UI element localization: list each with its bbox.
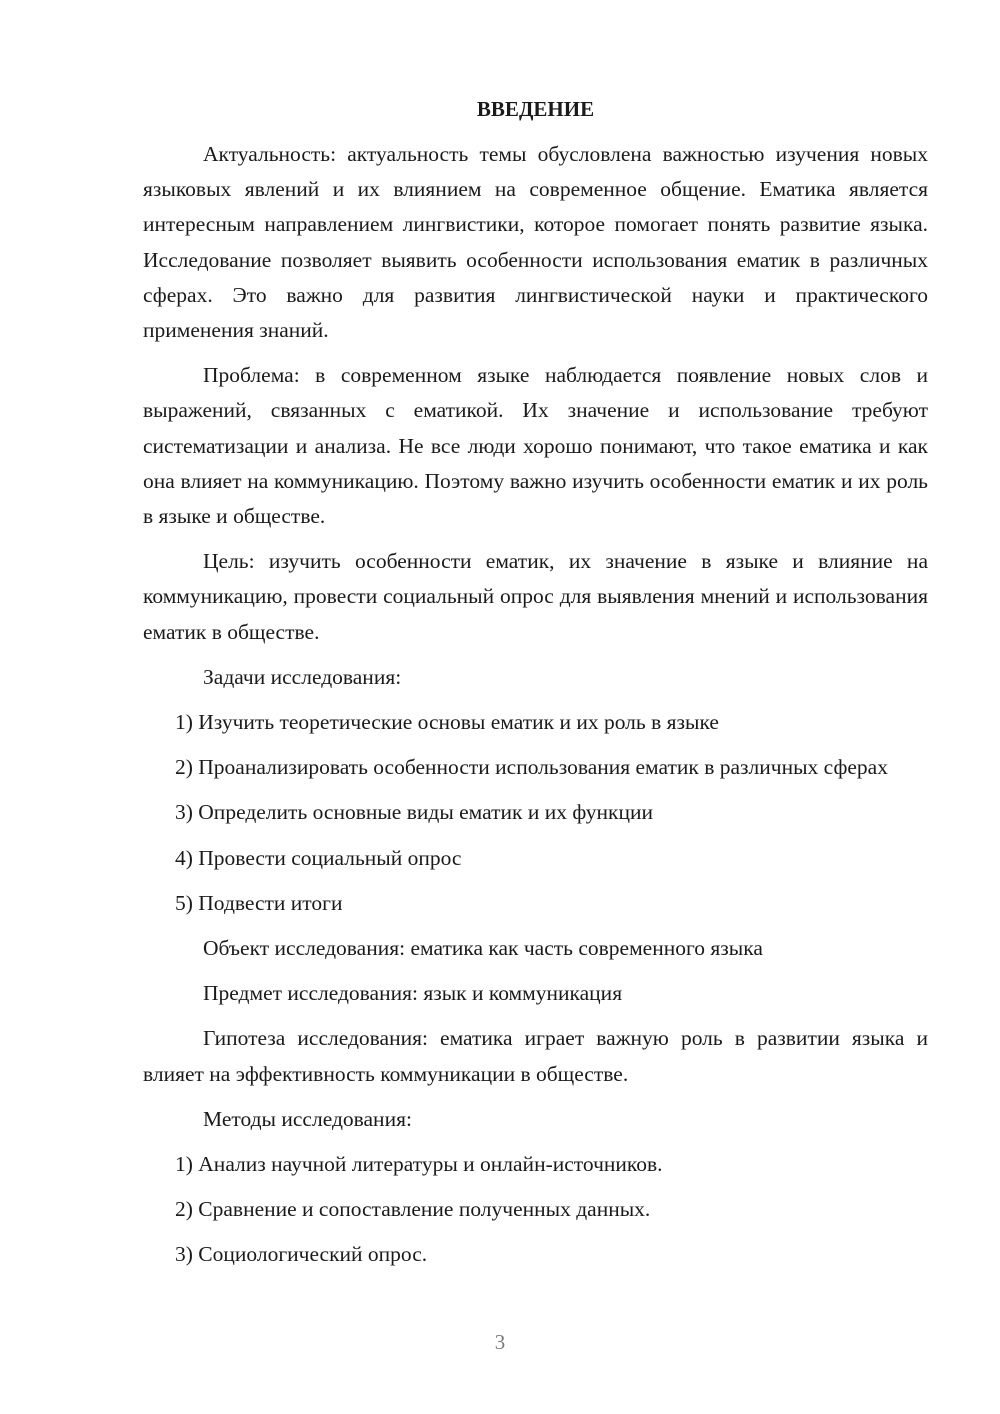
tasks-list (143, 705, 928, 921)
methods-heading: Методы исследования: (203, 1106, 412, 1131)
hypothesis-paragraph: Гипотеза исследования: ематика играет важную роль в развитии языка и влияет на эффективность коммуникации в обществе. (143, 1026, 928, 1086)
methods-list (143, 1147, 928, 1273)
list-item: 1) Изучить теоретические основы ематик и их роль в языке (175, 710, 719, 735)
tasks-heading: Задачи исследования: (203, 664, 402, 689)
relevance-paragraph: Актуальность: актуальность темы обусловлена важностью изучения новых языковых явлений и их влиянием на современное общение. Ематика является интересным направлением лингвистики, которое помогает понять развитие языка. Исследование позволяет выявить особенности использования ематик в различных сферах. Это важно для развития лингвистической науки и практического применения знаний. (143, 142, 928, 343)
list-item: 2) Сравнение и сопоставление полученных данных. (175, 1197, 651, 1222)
list-item: 1) Анализ научной литературы и онлайн-источников. (175, 1152, 663, 1177)
object-paragraph: Объект исследования: ематика как часть современного языка (203, 936, 763, 961)
goal-paragraph: Цель: изучить особенности ематик, их значение в языке и влияние на коммуникацию, провести социальный опрос для выявления мнений и использования ематик в обществе. (143, 549, 928, 644)
list-item: 4) Провести социальный опрос (175, 845, 462, 870)
document-page (143, 92, 928, 1283)
list-item: 3) Социологический опрос. (175, 1242, 428, 1267)
list-item: 3) Определить основные виды ематик и их функции (175, 800, 653, 825)
page-title: ВВЕДЕНИЕ (476, 97, 595, 121)
list-item: 5) Подвести итоги (175, 890, 343, 915)
subject-paragraph: Предмет исследования: язык и коммуникация (203, 981, 623, 1006)
list-item: 2) Проанализировать особенности использования ематик в различных сферах (175, 755, 888, 780)
page-number: 3 (494, 1330, 506, 1354)
problem-paragraph: Проблема: в современном языке наблюдается появление новых слов и выражений, связанных с ематикой. Их значение и использование требуют систематизации и анализа. Не все люди хорошо понимают, что такое ематика и как она влияет на коммуникацию. Поэтому важно изучить особенности ематик и их роль в языке и обществе. (143, 363, 928, 529)
